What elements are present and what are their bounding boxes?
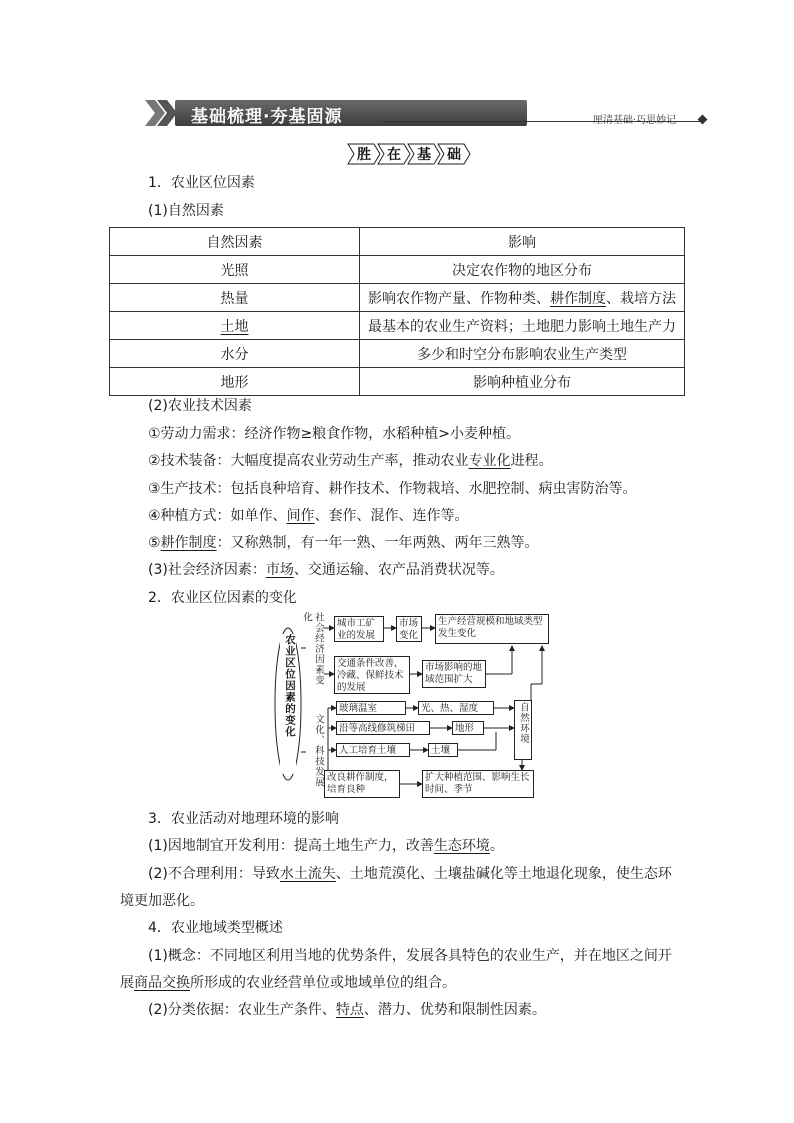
s4-line-2: 展商品交换所形成的农业经营单位或地域单位的组合。: [120, 975, 456, 991]
node-soil: 土壤: [428, 743, 458, 757]
section-title: [346, 142, 474, 166]
table-cell: 最基本的农业生产资料；土地肥力影响土地生产力: [360, 312, 685, 340]
heading-3: 3．农业活动对地理环境的影响: [148, 811, 339, 827]
table-row: [110, 368, 685, 396]
tech-item-3: ③生产技术：包括良种培育、耕作技术、作物栽培、水肥控制、病虫害防治等。: [148, 481, 637, 497]
social-node: 社会经济因素变化: [306, 612, 324, 688]
table-cell: 地形: [110, 368, 360, 396]
node-terrace: 沿等高线修筑梯田: [336, 721, 430, 735]
table-row: [110, 312, 685, 340]
node-expand-range: 扩大种植范围、影响生长时间、季节: [422, 770, 534, 798]
underlined-term: 生态环境: [433, 838, 490, 854]
node-greenhouse: 玻璃温室: [336, 701, 406, 715]
tech-item-5: ⑤耕作制度：又称熟制，有一年一熟、一年两熟、两年三熟等。: [148, 535, 539, 551]
factor-change-diagram: [272, 612, 552, 802]
table-row: [110, 284, 685, 312]
node-market-range: 市场影响的地域范围扩大: [422, 660, 486, 688]
table-cell: 影响种植业分布: [360, 368, 685, 396]
tech-item-2: ②技术装备：大幅度提高农业劳动生产率，推动农业专业化进程。: [148, 453, 553, 469]
banner-right-label: 厘清基础·巧思妙记: [593, 115, 677, 126]
node-soil-cultivation: 人工培育土壤: [336, 743, 410, 757]
section-char-2: 在: [387, 147, 401, 163]
node-transport: 交通条件改善，冷藏、保鲜技术的发展: [334, 656, 410, 694]
banner-title: 基础梳理·夯基固源: [191, 107, 343, 127]
node-natural-env: 自然环境: [514, 700, 532, 760]
underlined-term: 专业化: [468, 453, 511, 469]
table-row: [110, 256, 685, 284]
underlined-term: 耕作制度: [160, 535, 217, 551]
table-row: [110, 340, 685, 368]
table-cell: 水分: [110, 340, 360, 368]
node-light-heat: 光、热、湿度: [418, 701, 494, 715]
section-char-4: 础: [447, 147, 461, 163]
diamond-icon: [698, 115, 708, 125]
section-char-1: 胜: [357, 147, 371, 163]
node-scale-change: 生产经营规模和地域类型发生变化: [435, 614, 549, 644]
root-node: 农业区位因素的变化: [280, 634, 296, 774]
underlined-term: 水土流失: [279, 866, 336, 882]
tech-item-4: ④种植方式：如单作、间作、套作、混作、连作等。: [148, 508, 469, 524]
subheading-tech: (2)农业技术因素: [148, 398, 252, 414]
node-terrain: 地形: [452, 721, 484, 735]
heading-2: 2．农业区位因素的变化: [148, 590, 297, 606]
underlined-term: 特点: [335, 1002, 364, 1018]
subheading-social: (3)社会经济因素：市场、交通运输、农产品消费状况等。: [148, 562, 504, 578]
node-market-change: 市场变化: [396, 616, 422, 642]
s4-line-1: (1)概念：不同地区利用当地的优势条件，发展各具特色的农业生产，并在地区之间开: [148, 948, 672, 964]
underlined-term: 耕作制度: [550, 290, 606, 307]
subheading-natural: (1)自然因素: [148, 203, 224, 219]
table-header: 影响: [360, 228, 685, 256]
s3-line-1: (1)因地制宜开发利用：提高土地生产力，改善生态环境。: [148, 838, 504, 854]
section-char-3: 基: [417, 147, 431, 163]
natural-factors-table: [109, 227, 685, 396]
underlined-term: 间作: [286, 508, 315, 524]
s3-line-2: (2)不合理利用：导致水土流失、土地荒漠化、土壤盐碱化等土地退化现象，使生态环: [148, 866, 672, 882]
s4-line-3: (2)分类依据：农业生产条件、特点、潜力、优势和限制性因素。: [148, 1002, 546, 1018]
heading-1: 1．农业区位因素: [148, 175, 255, 191]
underlined-term: 市场: [265, 562, 294, 578]
heading-4: 4．农业地域类型概述: [148, 920, 283, 936]
s3-line-3: 境更加恶化。: [120, 893, 204, 909]
table-cell: 决定农作物的地区分布: [360, 256, 685, 284]
table-cell: 多少和时空分布影响农业生产类型: [360, 340, 685, 368]
underlined-term: 土地: [220, 318, 249, 335]
node-improve-farming: 改良耕作制度，培育良种: [324, 770, 400, 798]
table-cell: 光照: [110, 256, 360, 284]
table-cell: 影响农作物产量、作物种类、耕作制度、栽培方法: [360, 284, 685, 312]
underlined-term: 商品交换: [134, 975, 190, 991]
table-cell: [110, 312, 360, 340]
tech-node: 文化、科技发展: [306, 714, 324, 794]
tech-item-1: ①劳动力需求：经济作物≥粮食作物，水稻种植>小麦种植。: [148, 426, 521, 442]
node-industry: 城市工矿业的发展: [334, 616, 384, 642]
table-cell: 热量: [110, 284, 360, 312]
table-header: 自然因素: [110, 228, 360, 256]
table-header-row: [110, 228, 685, 256]
